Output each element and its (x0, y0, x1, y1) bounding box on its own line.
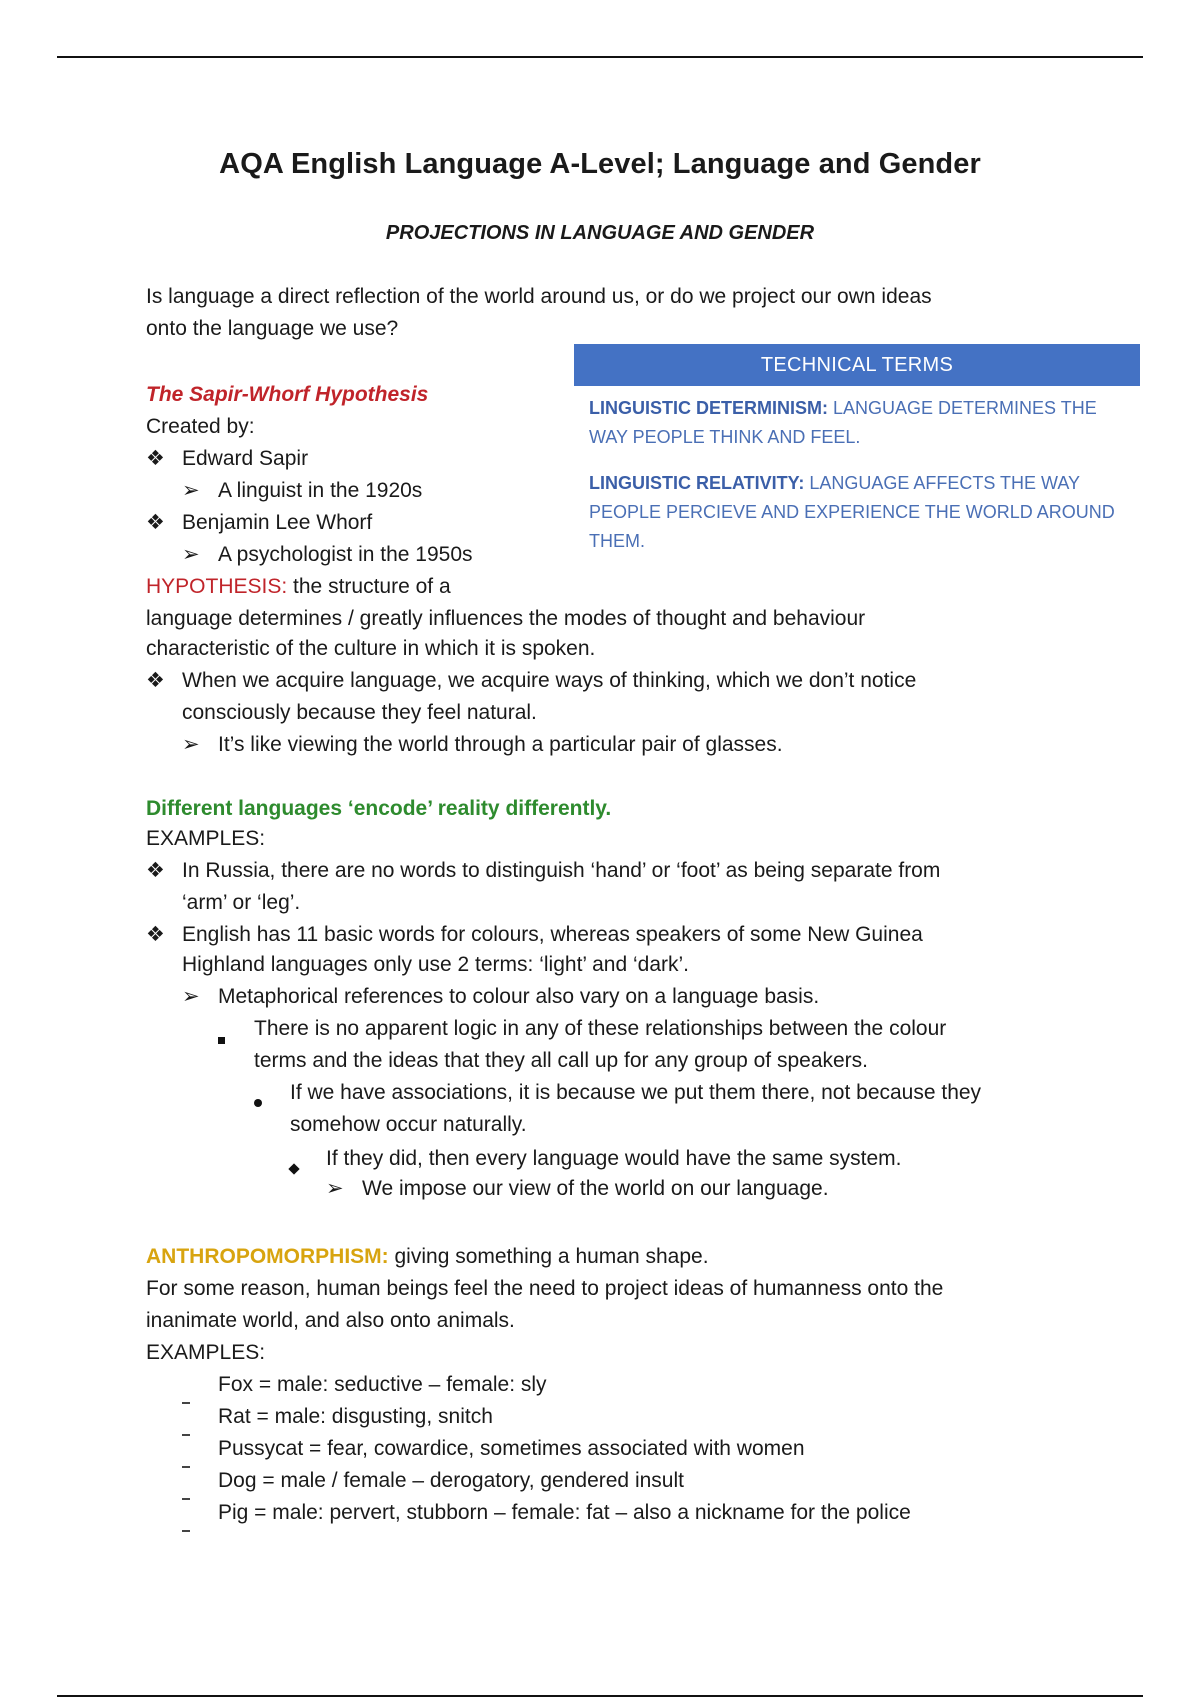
technical-terms-box (574, 344, 1140, 551)
dash-bullet-icon (182, 1481, 190, 1507)
dash-bullet-icon (182, 1449, 190, 1475)
dash-bullet-icon (182, 1513, 190, 1539)
point-text: consciously because they feel natural. (182, 701, 537, 724)
example-text: Rat = male: disgusting, snitch (218, 1405, 493, 1428)
arrow-bullet-icon: ➢ (182, 543, 200, 566)
example-text: If they did, then every language would have the same system. (326, 1147, 902, 1170)
example-text: There is no apparent logic in any of these relationships between the colour (254, 1017, 947, 1040)
term-definition: LANGUAGE DETERMINES THE (828, 398, 1097, 418)
term-linguistic-determinism (589, 394, 1129, 452)
term-definition: LANGUAGE AFFECTS THE WAY (804, 473, 1081, 493)
example-text: In Russia, there are no words to distinguish ‘hand’ or ‘foot’ as being separate from (182, 859, 941, 882)
hypothesis-text: the structure of a (287, 575, 451, 598)
hypothesis-text: characteristic of the culture in which it is spoken. (146, 637, 596, 660)
term-label: LINGUISTIC DETERMINISM: (589, 398, 828, 418)
sapir-whorf-heading: The Sapir-Whorf Hypothesis (146, 383, 429, 406)
dash-bullet-icon (182, 1385, 190, 1411)
examples-label: EXAMPLES: (146, 1341, 266, 1364)
dash-bullet-icon (182, 1417, 190, 1443)
hypothesis-label: HYPOTHESIS: (146, 575, 288, 598)
example-text: We impose our view of the world on our language. (362, 1177, 829, 1200)
anthropomorphism-line (146, 1244, 709, 1270)
intro-line: Is language a direct reflection of the world around us, or do we project our own ideas (146, 285, 932, 308)
term-linguistic-relativity (589, 469, 1129, 556)
fleuron-bullet-icon: ❖ (146, 669, 165, 692)
example-text: Highland languages only use 2 terms: ‘light’ and ‘dark’. (182, 953, 690, 976)
anthropomorphism-label: ANTHROPOMORPHISM: (146, 1245, 389, 1268)
example-text: Pussycat = fear, cowardice, sometimes associated with women (218, 1437, 805, 1460)
document-subtitle: PROJECTIONS IN LANGUAGE AND GENDER (385, 222, 815, 244)
term-definition: PEOPLE PERCIEVE AND EXPERIENCE THE WORLD AROUND (589, 502, 1115, 522)
creator-name: Benjamin Lee Whorf (182, 511, 373, 534)
term-definition: WAY PEOPLE THINK AND FEEL. (589, 427, 861, 447)
fleuron-bullet-icon: ❖ (146, 447, 165, 470)
dot-bullet-icon (254, 1088, 262, 1114)
top-rule (57, 56, 1143, 58)
arrow-bullet-icon: ➢ (182, 479, 200, 502)
diamond-bullet-icon (290, 1154, 298, 1180)
example-text: Fox = male: seductive – female: sly (218, 1373, 547, 1396)
example-text: ‘arm’ or ‘leg’. (182, 891, 301, 914)
created-by-label: Created by: (146, 415, 255, 438)
examples-label: EXAMPLES: (146, 827, 266, 850)
square-bullet-icon (218, 1025, 225, 1051)
arrow-bullet-icon: ➢ (326, 1177, 344, 1200)
arrow-bullet-icon: ➢ (182, 985, 200, 1008)
example-text: terms and the ideas that they all call up for any group of speakers. (254, 1049, 869, 1072)
point-text: When we acquire language, we acquire ways of thinking, which we don’t notice (182, 669, 917, 692)
fleuron-bullet-icon: ❖ (146, 923, 165, 946)
intro-line: onto the language we use? (146, 317, 399, 340)
example-text: Metaphorical references to colour also vary on a language basis. (218, 985, 820, 1008)
body-text: inanimate world, and also onto animals. (146, 1309, 515, 1332)
subpoint-text: It’s like viewing the world through a particular pair of glasses. (218, 733, 783, 756)
example-text: Pig = male: pervert, stubborn – female: fat – also a nickname for the police (218, 1501, 911, 1524)
creator-name: Edward Sapir (182, 447, 309, 470)
body-text: For some reason, human beings feel the need to project ideas of humanness onto the (146, 1277, 944, 1300)
document-title: AQA English Language A-Level; Language and Gender (219, 148, 981, 180)
bottom-rule (57, 1695, 1143, 1697)
encode-heading: Different languages ‘encode’ reality differently. (146, 797, 612, 820)
fleuron-bullet-icon: ❖ (146, 859, 165, 882)
arrow-bullet-icon: ➢ (182, 733, 200, 756)
technical-terms-header: TECHNICAL TERMS (574, 344, 1140, 386)
term-label: LINGUISTIC RELATIVITY: (589, 473, 805, 493)
fleuron-bullet-icon: ❖ (146, 511, 165, 534)
example-text: If we have associations, it is because we put them there, not because they (290, 1081, 982, 1104)
term-definition: THEM. (589, 531, 645, 551)
hypothesis-line (146, 574, 451, 600)
creator-detail: A linguist in the 1920s (218, 479, 423, 502)
creator-detail: A psychologist in the 1950s (218, 543, 473, 566)
hypothesis-text: language determines / greatly influences the modes of thought and behaviour (146, 607, 866, 630)
example-text: English has 11 basic words for colours, whereas speakers of some New Guinea (182, 923, 923, 946)
example-text: Dog = male / female – derogatory, gendered insult (218, 1469, 684, 1492)
anthropomorphism-definition: giving something a human shape. (388, 1245, 709, 1268)
example-text: somehow occur naturally. (290, 1113, 527, 1136)
